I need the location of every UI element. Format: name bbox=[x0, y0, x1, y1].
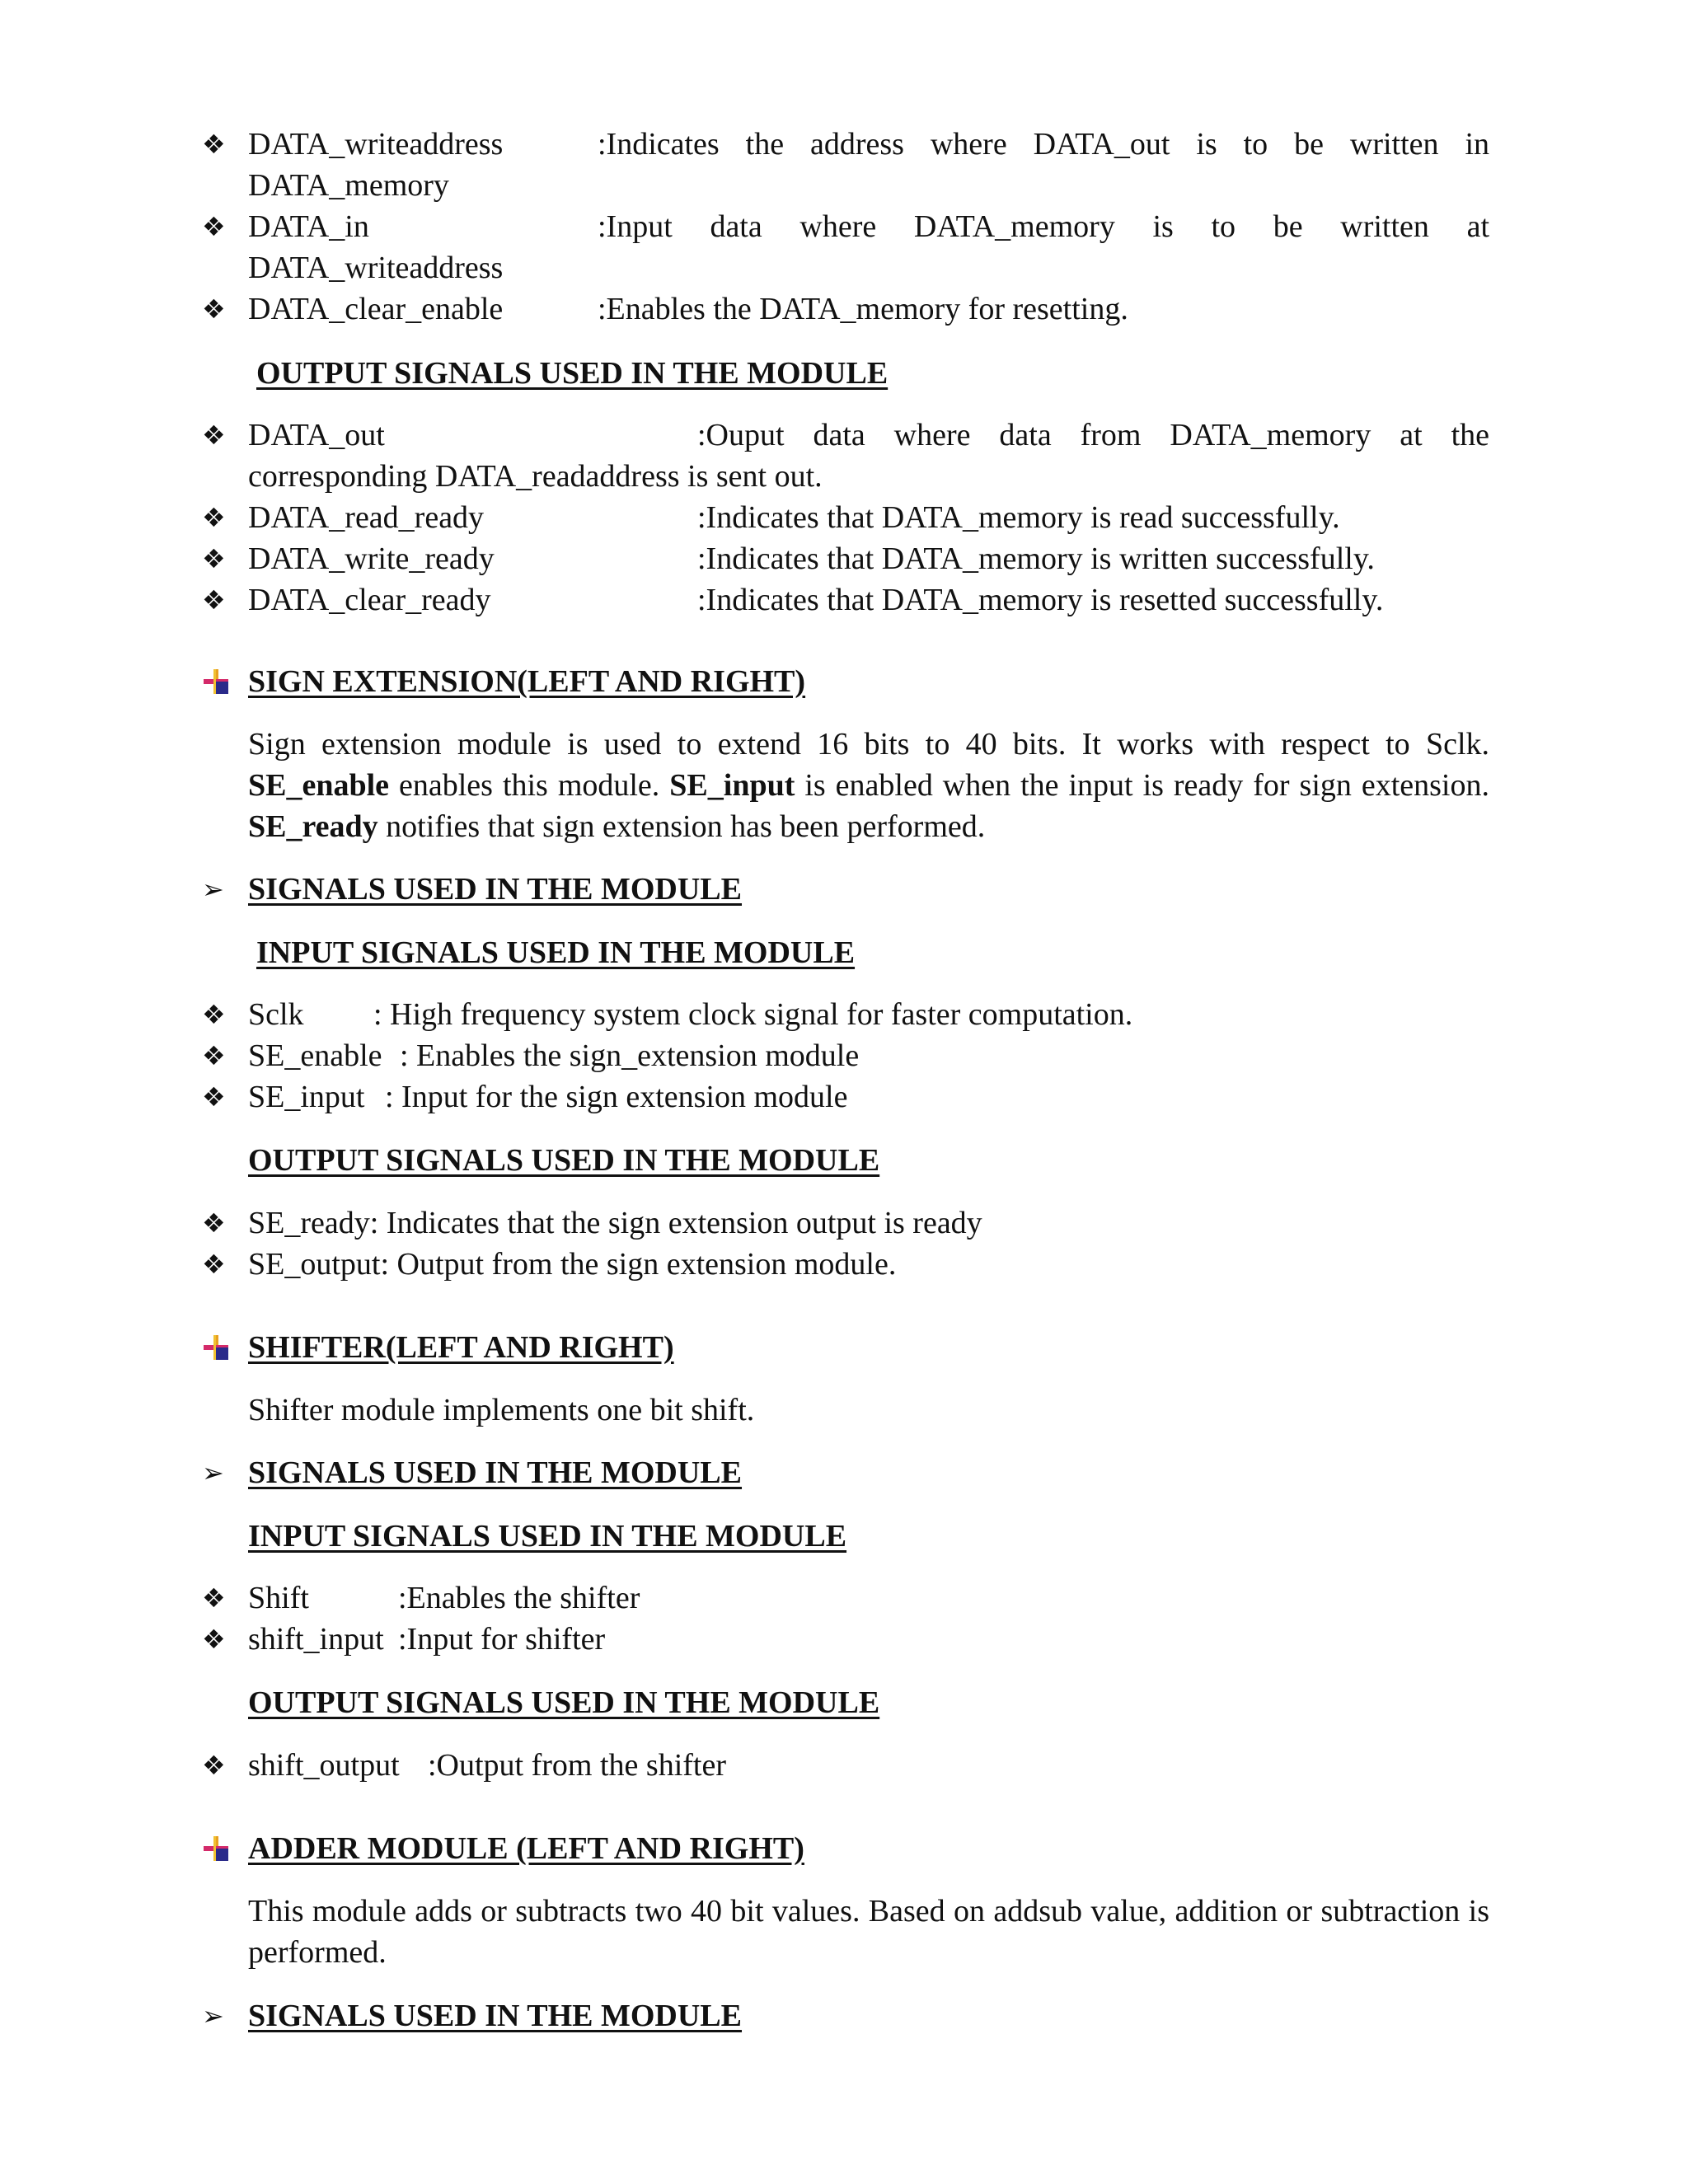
list-item bbox=[202, 579, 1489, 621]
arrow-bullet-icon: ➢ bbox=[202, 874, 224, 905]
signals-heading bbox=[202, 869, 1489, 910]
para-text: notifies that sign extension has been performed. bbox=[377, 809, 986, 844]
signals-heading bbox=[202, 1452, 1489, 1493]
para-text: Sign extension module is used to extend 16 bits to 40 bits. It works with respect to Sclk. bbox=[248, 727, 1489, 762]
signal-description: :Indicates that DATA_memory is read successfully. bbox=[697, 500, 1340, 535]
sign-extension-paragraph bbox=[202, 724, 1489, 847]
list-item bbox=[202, 538, 1489, 579]
list-item bbox=[202, 1076, 1489, 1118]
signal-name: shift_input bbox=[248, 1622, 384, 1657]
para-text: Shifter module implements one bit shift. bbox=[248, 1393, 755, 1427]
section-bullet-icon bbox=[202, 1333, 230, 1361]
list-item bbox=[202, 1745, 1489, 1786]
list-item bbox=[202, 994, 1489, 1035]
diamond-bullet-icon: ❖ bbox=[202, 584, 226, 616]
input-signals-heading-text: INPUT SIGNALS USED IN THE MODULE bbox=[256, 935, 856, 970]
section-bullet-icon bbox=[202, 1835, 230, 1863]
signal-name: DATA_read_ready bbox=[248, 500, 485, 535]
signal-description: :Indicates that DATA_memory is written successfully. bbox=[697, 541, 1375, 576]
diamond-bullet-icon: ❖ bbox=[202, 1582, 226, 1614]
signal-name: DATA_in bbox=[248, 209, 369, 244]
list-item bbox=[202, 1244, 1489, 1285]
para-text: enables this module. bbox=[389, 768, 670, 803]
signal-name: DATA_clear_ready bbox=[248, 583, 491, 617]
section-title: SHIFTER(LEFT AND RIGHT) bbox=[248, 1330, 674, 1365]
diamond-bullet-icon: ❖ bbox=[202, 1624, 226, 1655]
input-signals-heading bbox=[202, 1516, 1489, 1557]
signal-name: DATA_writeaddress bbox=[248, 127, 504, 162]
shifter-output-list bbox=[202, 1745, 1489, 1786]
output-signals-heading-text: OUTPUT SIGNALS USED IN THE MODULE bbox=[248, 1685, 880, 1720]
sign-extension-input-list bbox=[202, 994, 1489, 1118]
list-item bbox=[202, 1577, 1489, 1619]
signals-heading-text: SIGNALS USED IN THE MODULE bbox=[248, 1999, 743, 2033]
signal-name: SE_enable bbox=[248, 1038, 382, 1073]
signal-description: SE_output: Output from the sign extension module. bbox=[248, 1247, 897, 1282]
list-item bbox=[202, 1202, 1489, 1244]
signals-heading bbox=[202, 1995, 1489, 2036]
list-item bbox=[202, 1619, 1489, 1660]
signal-description: :Output from the shifter bbox=[428, 1748, 726, 1783]
signal-description: :Indicates that DATA_memory is resetted successfully. bbox=[697, 583, 1384, 617]
signal-description-continued: DATA_writeaddress bbox=[248, 251, 504, 285]
para-bold: SE_input bbox=[669, 768, 795, 803]
signal-name: Sclk bbox=[248, 997, 304, 1032]
shifter-section-title bbox=[202, 1327, 1489, 1368]
arrow-bullet-icon: ➢ bbox=[202, 2000, 224, 2032]
list-item bbox=[202, 1035, 1489, 1076]
output-signals-heading: OUTPUT SIGNALS USED IN THE MODULE bbox=[256, 356, 889, 391]
data-output-list bbox=[202, 415, 1489, 621]
signal-description: :Ouput data where data from DATA_memory at the bbox=[697, 418, 1489, 452]
signal-description: :Indicates the address where DATA_out is to be written in bbox=[598, 127, 1489, 162]
signal-description: :Enables the DATA_memory for resetting. bbox=[598, 292, 1128, 326]
signal-description: SE_ready: Indicates that the sign extension output is ready bbox=[248, 1206, 982, 1240]
sign-extension-output-list bbox=[202, 1202, 1489, 1285]
arrow-bullet-icon: ➢ bbox=[202, 1457, 224, 1488]
signal-name: DATA_out bbox=[248, 418, 385, 452]
signal-description-continued: DATA_memory bbox=[248, 168, 449, 203]
signal-description: : Enables the sign_extension module bbox=[400, 1038, 860, 1073]
signal-name: DATA_clear_enable bbox=[248, 292, 504, 326]
signal-description: :Enables the shifter bbox=[398, 1581, 640, 1615]
diamond-bullet-icon: ❖ bbox=[202, 502, 226, 533]
signal-name: SE_input bbox=[248, 1080, 365, 1114]
para-text: is enabled when the input is ready for sign extension. bbox=[795, 768, 1489, 803]
diamond-bullet-icon: ❖ bbox=[202, 999, 226, 1030]
diamond-bullet-icon: ❖ bbox=[202, 1249, 226, 1280]
signals-heading-text: SIGNALS USED IN THE MODULE bbox=[248, 1455, 743, 1490]
diamond-bullet-icon: ❖ bbox=[202, 1081, 226, 1113]
shifter-paragraph bbox=[202, 1390, 1489, 1431]
signal-name: shift_output bbox=[248, 1748, 400, 1783]
output-signals-heading-text: OUTPUT SIGNALS USED IN THE MODULE bbox=[248, 1143, 880, 1178]
signal-description: : Input for the sign extension module bbox=[385, 1080, 848, 1114]
signal-description: :Input for shifter bbox=[398, 1622, 606, 1657]
diamond-bullet-icon: ❖ bbox=[202, 1207, 226, 1239]
list-item bbox=[202, 497, 1489, 538]
diamond-bullet-icon: ❖ bbox=[202, 211, 226, 242]
diamond-bullet-icon: ❖ bbox=[202, 293, 226, 325]
diamond-bullet-icon: ❖ bbox=[202, 1040, 226, 1071]
section-title: ADDER MODULE (LEFT AND RIGHT) bbox=[248, 1831, 804, 1866]
para-text: This module adds or subtracts two 40 bit values. Based on addsub value, addition or subtraction is performed. bbox=[248, 1894, 1489, 1970]
adder-paragraph bbox=[202, 1891, 1489, 1973]
list-item bbox=[202, 206, 1489, 288]
adder-section-title bbox=[202, 1828, 1489, 1869]
signal-description: :Input data where DATA_memory is to be written at bbox=[598, 209, 1489, 244]
para-bold: SE_ready bbox=[248, 809, 378, 844]
signal-description: : High frequency system clock signal for faster computation. bbox=[373, 997, 1133, 1032]
signal-name: Shift bbox=[248, 1581, 309, 1615]
section-title: SIGN EXTENSION(LEFT AND RIGHT) bbox=[248, 664, 806, 699]
signal-name: DATA_write_ready bbox=[248, 541, 495, 576]
para-bold: SE_enable bbox=[248, 768, 390, 803]
list-item bbox=[202, 124, 1489, 206]
signal-description-continued: corresponding DATA_readaddress is sent out. bbox=[248, 459, 823, 494]
data-input-list bbox=[202, 124, 1489, 330]
list-item bbox=[202, 288, 1489, 330]
diamond-bullet-icon: ❖ bbox=[202, 543, 226, 574]
diamond-bullet-icon: ❖ bbox=[202, 1750, 226, 1781]
output-signals-heading bbox=[202, 1682, 1489, 1723]
diamond-bullet-icon: ❖ bbox=[202, 129, 226, 160]
diamond-bullet-icon: ❖ bbox=[202, 419, 226, 451]
list-item bbox=[202, 415, 1489, 497]
output-signals-heading bbox=[202, 1140, 1489, 1181]
shifter-input-list bbox=[202, 1577, 1489, 1660]
sign-extension-section-title bbox=[202, 661, 1489, 702]
section-bullet-icon bbox=[202, 668, 230, 696]
input-signals-heading-text: INPUT SIGNALS USED IN THE MODULE bbox=[248, 1519, 847, 1554]
section-subheading bbox=[202, 353, 1489, 394]
input-signals-heading bbox=[202, 932, 1489, 973]
signals-heading-text: SIGNALS USED IN THE MODULE bbox=[248, 872, 743, 907]
